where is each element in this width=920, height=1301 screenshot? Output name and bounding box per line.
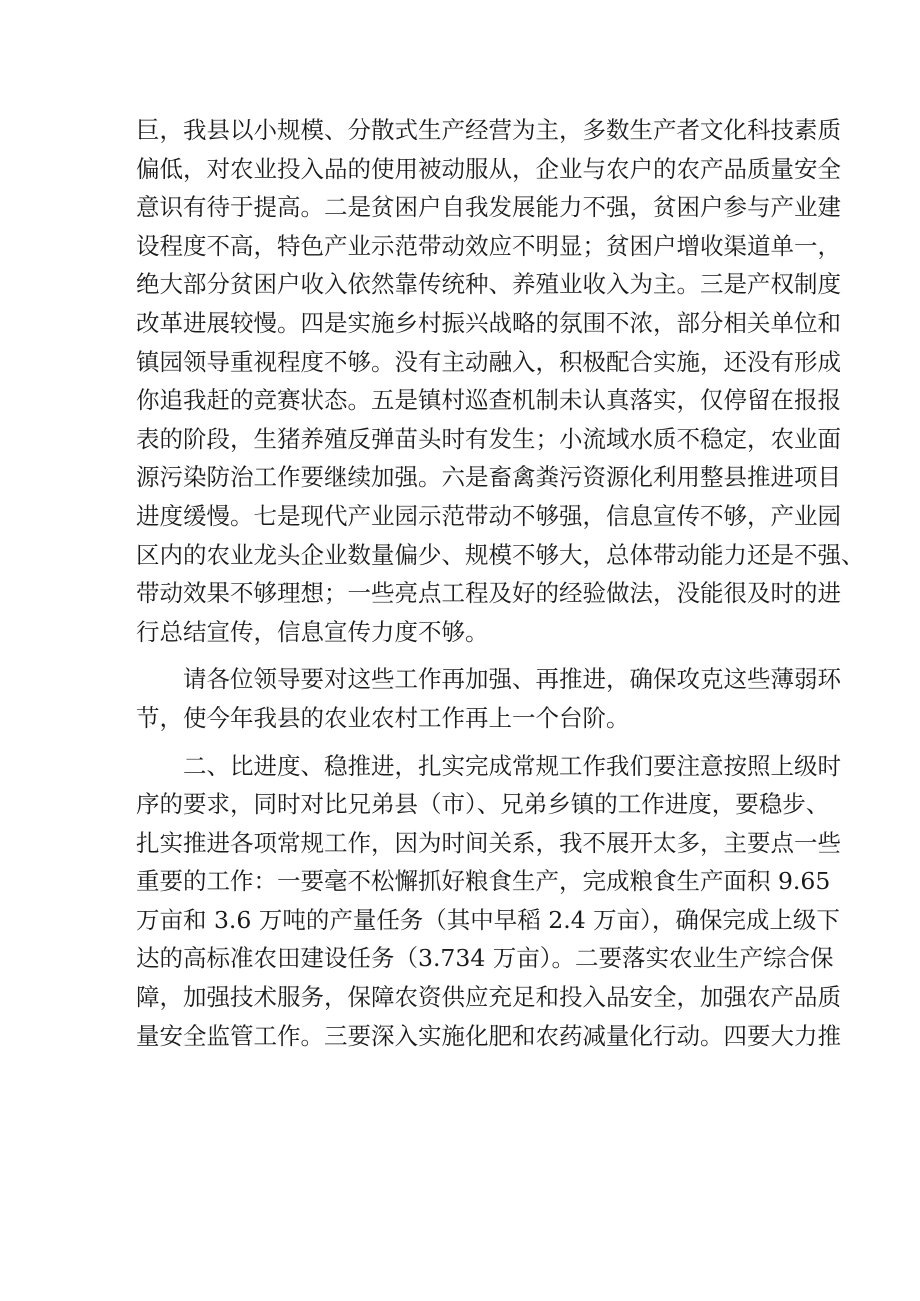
- text-line: 绝大部分贫困户收入依然靠传统种、养殖业收入为主。三是产权制度: [136, 270, 841, 299]
- text-line: 扎实推进各项常规工作，因为时间关系，我不展开太多，主要点一些: [136, 828, 841, 857]
- text-line: 表的阶段，生猪养殖反弹苗头时有发生；小流域水质不稳定，农业面: [136, 424, 841, 453]
- text-line: 量安全监管工作。三要深入实施化肥和农药减量化行动。四要大力推: [136, 1021, 841, 1050]
- text-line: 序的要求，同时对比兄弟县（市）、兄弟乡镇的工作进度，要稳步、: [136, 790, 830, 819]
- text-line: 你追我赶的竞赛状态。五是镇村巡查机制未认真落实，仅停留在报报: [136, 386, 841, 415]
- text-line: 意识有待于提高。二是贫困户自我发展能力不强，贫困户参与产业建: [136, 193, 841, 222]
- paragraph: [136, 747, 841, 1056]
- text-line: 源污染防治工作要继续加强。六是畜禽粪污资源化利用整县推进项目: [136, 463, 841, 492]
- text-line: 带动效果不够理想；一些亮点工程及好的经验做法，没能很及时的进: [136, 579, 841, 608]
- text-line: 节，使今年我县的农业农村工作再上一个台阶。: [136, 703, 630, 732]
- text-line: 重要的工作：一要毫不松懈抓好粮食生产，完成粮食生产面积 9.65: [136, 867, 831, 896]
- text-line: 障，加强技术服务，保障农资供应充足和投入品安全，加强农产品质: [136, 983, 841, 1012]
- text-line: 巨，我县以小规模、分散式生产经营为主，多数生产者文化科技素质: [136, 116, 841, 144]
- text-line: 二、比进度、稳推进，扎实完成常规工作我们要注意按照上级时: [183, 751, 841, 780]
- text-line: 偏低，对农业投入品的使用被动服从，企业与农户的农产品质量安全: [136, 154, 841, 183]
- text-line: 达的高标准农田建设任务（3.734 万亩）。二要落实农业生产综合保: [136, 944, 834, 973]
- text-line: 区内的农业龙头企业数量偏少、规模不够大，总体带动能力还是不强、: [136, 540, 865, 569]
- text-line: 请各位领导要对这些工作再加强、再推进，确保攻克这些薄弱环: [183, 665, 841, 694]
- text-line: 进度缓慢。七是现代产业园示范带动不够强，信息宣传不够，产业园: [136, 501, 841, 530]
- text-line: 行总结宣传，信息宣传力度不够。: [136, 617, 489, 646]
- text-line: 镇园领导重视程度不够。没有主动融入，积极配合实施，还没有形成: [136, 347, 841, 376]
- paragraph: [136, 111, 865, 651]
- paragraph: [136, 660, 841, 737]
- document-body: [136, 111, 865, 1055]
- text-line: 改革进展较慢。四是实施乡村振兴战略的氛围不浓，部分相关单位和: [136, 308, 841, 337]
- text-line: 万亩和 3.6 万吨的产量任务（其中早稻 2.4 万亩），确保完成上级下: [136, 905, 840, 934]
- text-line: 设程度不高，特色产业示范带动效应不明显；贫困户增收渠道单一，: [136, 231, 841, 260]
